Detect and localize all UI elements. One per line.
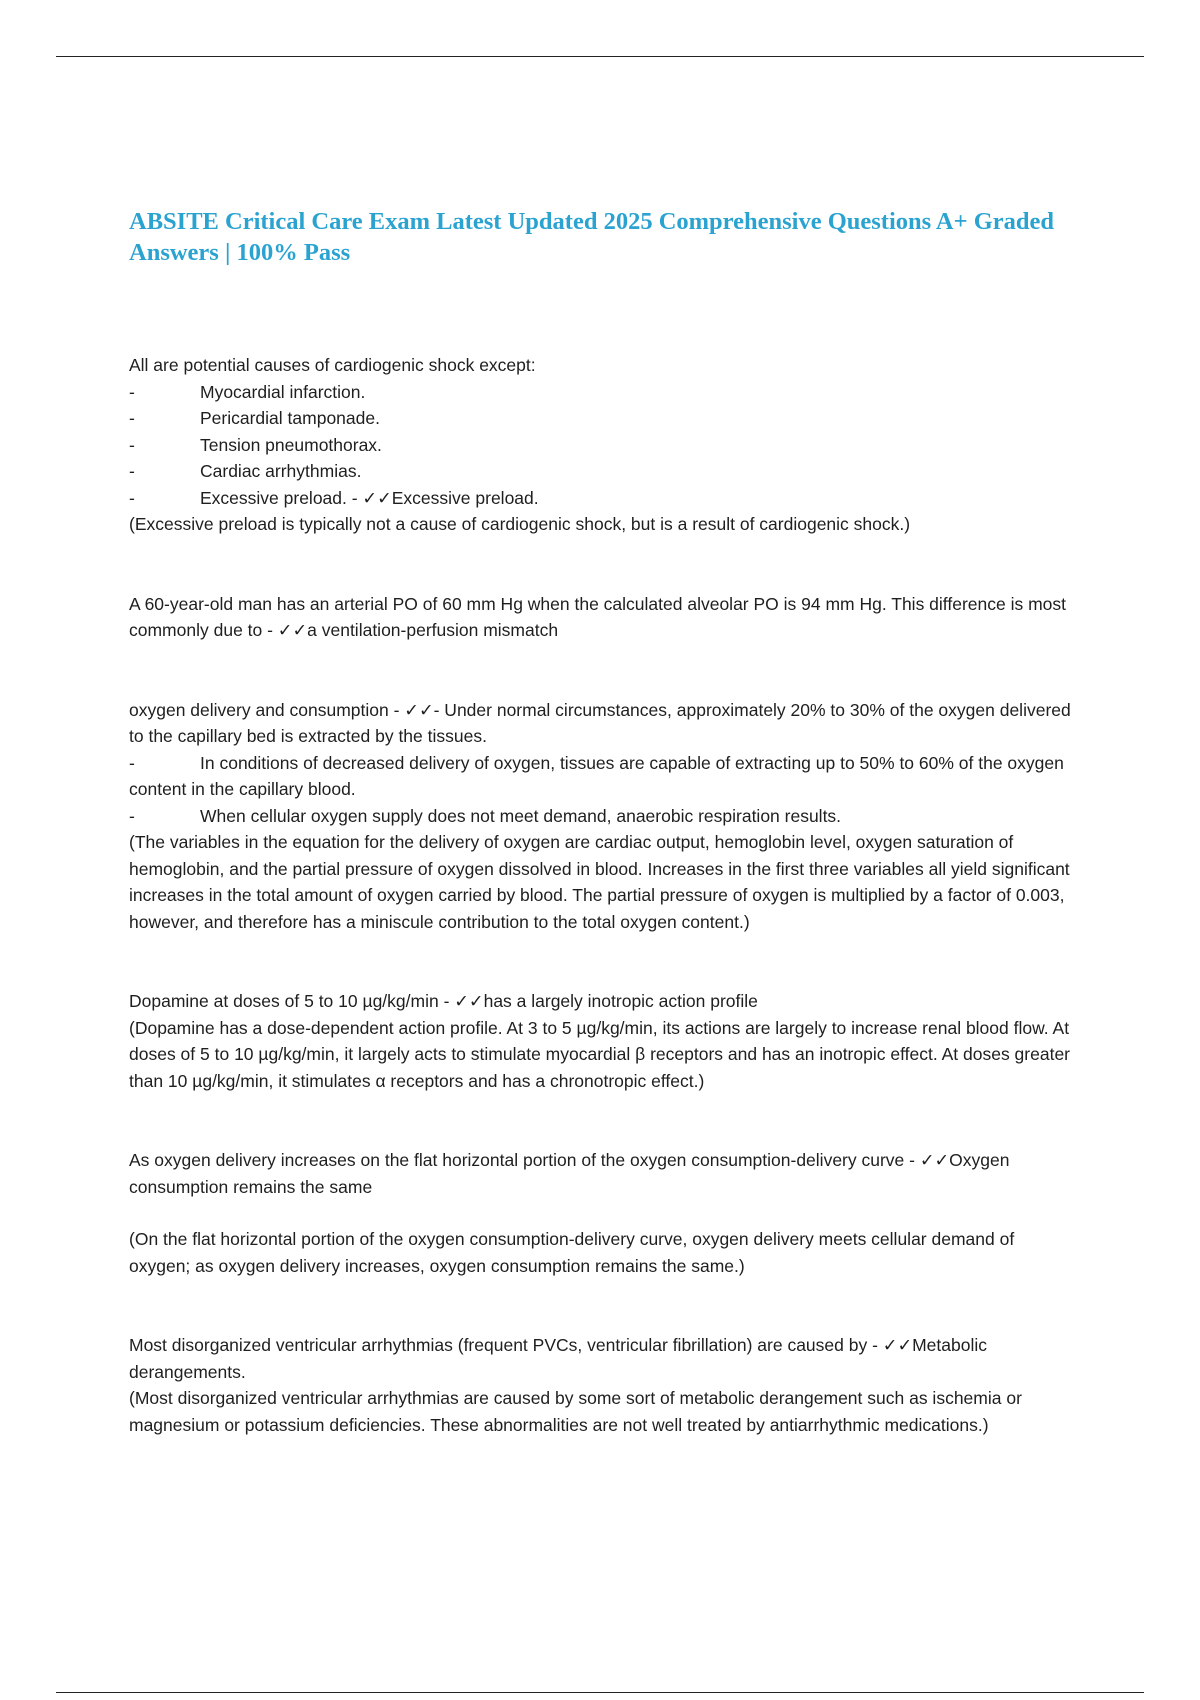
question-block-3 — [129, 697, 1079, 936]
question-block-2 — [129, 591, 1079, 644]
explanation-text: (On the flat horizontal portion of the oxygen consumption-delivery curve, oxygen delivery meets cellular demand of oxygen; as oxygen delivery increases, oxygen consumption remains the same.) — [129, 1229, 1015, 1276]
bullet-item: - When cellular oxygen supply does not meet demand, anaerobic respiration results. — [129, 805, 842, 826]
option-item: - Pericardial tamponade. — [129, 408, 380, 428]
explanation-text: (Dopamine has a dose-dependent action profile. At 3 to 5 µg/kg/min, its actions are largely to increase renal blood flow. At doses of 5 to 10 µg/kg/min, it largely acts to stimulate myocardial β receptors and has an inotropic effect. At doses greater than 10 µg/kg/min, it stimulates α receptors and has a chronotropic effect.) — [129, 1017, 1071, 1091]
document-title: ABSITE Critical Care Exam Latest Updated 2025 Comprehensive Questions A+ Graded Answers | 100% Pass — [129, 208, 1055, 266]
question-answer-text: A 60-year-old man has an arterial PO of 60 mm Hg when the calculated alveolar PO is 94 mm Hg. This difference is most commonly due to - ✓✓a ventilation-perfusion mismatch — [129, 593, 1067, 640]
document-body — [129, 206, 1079, 1438]
explanation-text: (The variables in the equation for the delivery of oxygen are cardiac output, hemoglobin level, oxygen saturation of hemoglobin, and the partial pressure of oxygen dissolved in blood. Increases in the first three variables all yield significant increases in the total amount of oxygen carried by blood. The partial pressure of oxygen is multiplied by a factor of 0.003, however, and therefore has a miniscule contribution to the total oxygen content.) — [129, 832, 1070, 932]
explanation-text: (Excessive preload is typically not a cause of cardiogenic shock, but is a result of cardiogenic shock.) — [129, 514, 911, 534]
question-answer-text: As oxygen delivery increases on the flat horizontal portion of the oxygen consumption-delivery curve - ✓✓Oxygen consumption remains the same — [129, 1150, 1010, 1197]
question-answer-text: Most disorganized ventricular arrhythmias (frequent PVCs, ventricular fibrillation) are caused by - ✓✓Metabolic derangements. — [129, 1335, 988, 1382]
bullet-item: - In conditions of decreased delivery of oxygen, tissues are capable of extracting up to 50% to 60% of the oxygen content in the capillary blood. — [129, 752, 1064, 799]
question-block-1 — [129, 352, 1079, 538]
question-block-4 — [129, 988, 1079, 1094]
option-item: - Tension pneumothorax. — [129, 434, 382, 455]
explanation-text: (Most disorganized ventricular arrhythmias are caused by some sort of metabolic derangement such as ischemia or magnesium or potassium deficiencies. These abnormalities are not well treated by antiarrhythmic medications.) — [129, 1388, 1022, 1435]
option-item: - Cardiac arrhythmias. — [129, 461, 362, 481]
bottom-divider — [56, 1692, 1144, 1693]
answer-item: - Excessive preload. - ✓✓Excessive preload. — [129, 487, 539, 508]
question-block-6 — [129, 1332, 1079, 1438]
top-divider — [56, 56, 1144, 57]
question-answer-text: oxygen delivery and consumption - ✓✓- Under normal circumstances, approximately 20% to 30% of the oxygen delivered to the capillary bed is extracted by the tissues. — [129, 699, 1071, 746]
option-item: - Myocardial infarction. — [129, 381, 366, 402]
question-text: All are potential causes of cardiogenic shock except: — [129, 355, 536, 375]
question-answer-text: Dopamine at doses of 5 to 10 µg/kg/min - ✓✓has a largely inotropic action profile — [129, 991, 758, 1011]
question-block-5 — [129, 1147, 1079, 1279]
